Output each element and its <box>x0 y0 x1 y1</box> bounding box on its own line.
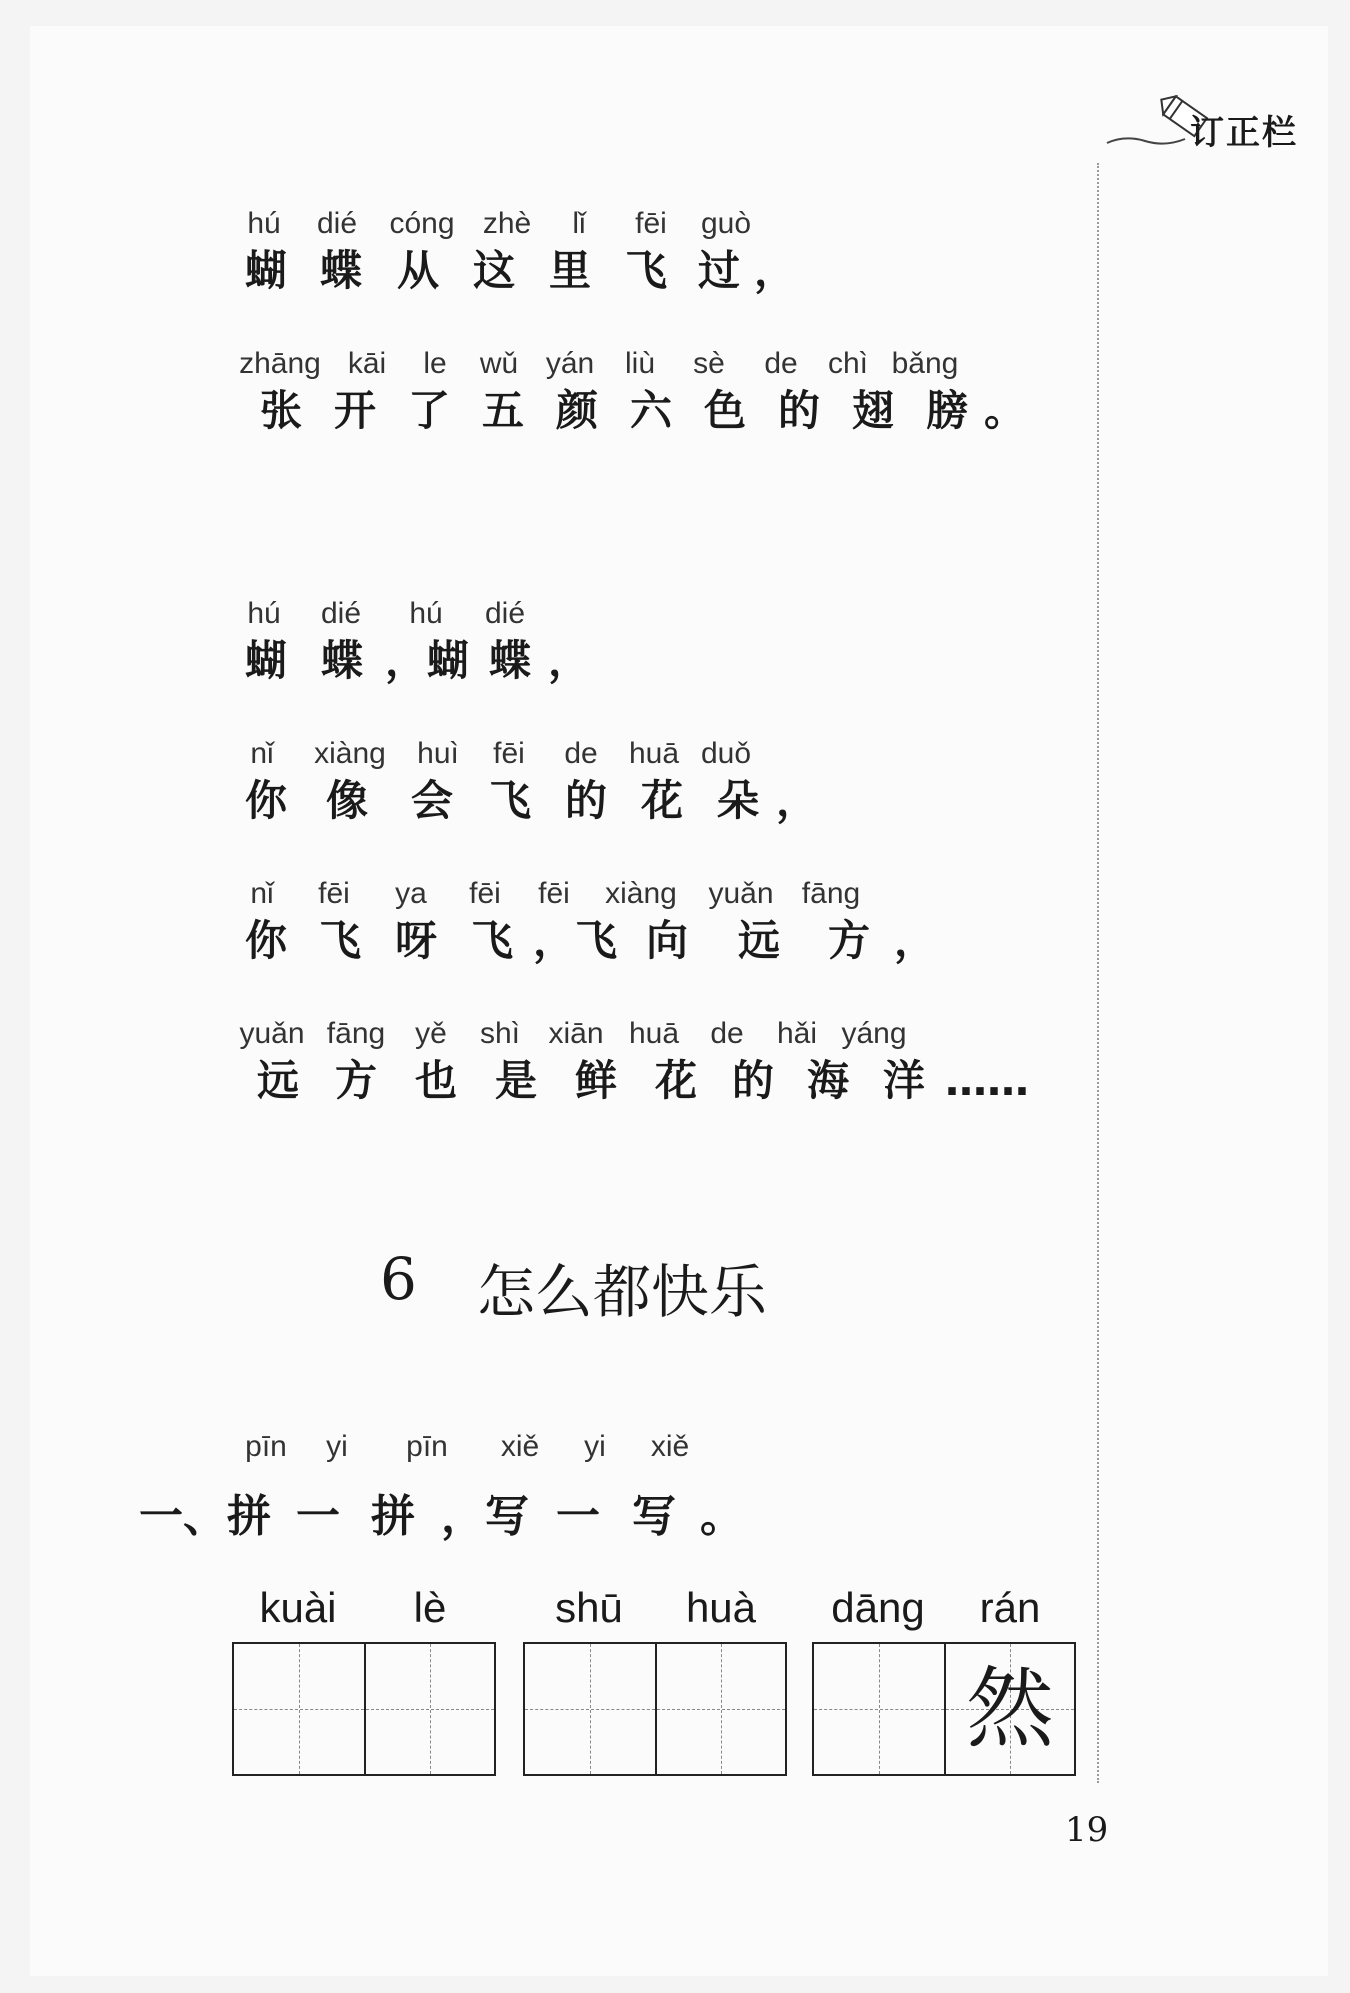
hanzi-char: 蝴 <box>244 246 287 295</box>
hanzi-char: 远 <box>737 916 780 965</box>
hanzi-char: 呀 <box>394 916 437 965</box>
poem-line-5 <box>230 875 937 969</box>
lesson-name: 怎么都快乐 <box>476 1258 767 1326</box>
hanzi-char: 五 <box>481 386 524 435</box>
hanzi-char: 海 <box>806 1056 849 1105</box>
pinyin-syllable: huā <box>628 737 680 770</box>
hanzi-char: 蝴 <box>244 636 287 685</box>
writing-box[interactable] <box>814 1644 944 1774</box>
pinyin-syllable: dié <box>484 597 526 630</box>
hanzi-char: 鲜 <box>574 1056 617 1105</box>
hanzi-char: 颜 <box>555 386 598 435</box>
pinyin-syllable: xiàng <box>605 877 677 910</box>
task-heading-part: 写 <box>632 1491 676 1542</box>
hanzi-char: 张 <box>259 386 302 435</box>
hanzi-char: 膀 <box>925 386 968 435</box>
punctuation: 。 <box>984 386 1027 435</box>
hanzi-char: 从 <box>396 246 439 295</box>
hanzi-char: 蝶 <box>319 246 362 295</box>
task-pinyin <box>230 1430 708 1464</box>
pinyin-syllable: nǐ <box>250 737 274 770</box>
pinyin-syllable: rán <box>979 1584 1041 1631</box>
page-number: 19 <box>1065 1810 1109 1850</box>
hanzi-char: 花 <box>654 1056 697 1105</box>
writing-box[interactable] <box>234 1644 364 1774</box>
task-heading-part: ，写 <box>441 1491 529 1542</box>
pinyin-syllable: xiān <box>548 1017 604 1050</box>
writing-word-1 <box>232 1580 496 1776</box>
hanzi-char: 洋 <box>882 1056 925 1105</box>
pinyin-syllable: yuǎn <box>708 877 774 910</box>
pinyin-syllable: yáng <box>841 1017 907 1050</box>
task-heading-part: 。 <box>700 1491 744 1542</box>
correction-column-header <box>1105 95 1335 165</box>
hanzi-char: 六 <box>629 386 672 435</box>
pinyin-syllable: dié <box>316 207 358 240</box>
hanzi-char: 花 <box>640 776 683 825</box>
pinyin-syllable: fēi <box>469 877 501 910</box>
box-char: 然 <box>965 1657 1054 1760</box>
writing-box[interactable] <box>364 1644 494 1774</box>
pinyin-syllable: fēi <box>635 207 667 240</box>
hanzi-char: 也 <box>414 1056 457 1105</box>
box-char <box>366 1644 494 1774</box>
hanzi-char: 方 <box>827 916 870 965</box>
pinyin-syllable: de <box>710 1017 744 1050</box>
hanzi-char: 飞 <box>318 916 361 965</box>
punctuation: ， <box>894 916 937 965</box>
pinyin-syllable: kuài <box>259 1584 337 1631</box>
hanzi-char: 朵 <box>716 776 759 825</box>
hanzi-char: ，飞 <box>532 916 617 965</box>
pinyin-syllable: shū <box>555 1584 623 1631</box>
pinyin-syllable: zhè <box>482 207 532 240</box>
writing-box[interactable] <box>655 1644 785 1774</box>
pinyin-syllable: yi <box>584 1430 606 1463</box>
pinyin-syllable: sè <box>693 347 725 380</box>
pinyin-syllable: yi <box>326 1430 348 1463</box>
pinyin-syllable: huā <box>628 1017 680 1050</box>
pinyin-syllable: huà <box>685 1584 757 1631</box>
pinyin-syllable: xiàng <box>314 737 386 770</box>
hanzi-char: 飞 <box>488 776 531 825</box>
pinyin-syllable: de <box>764 347 798 380</box>
pinyin-syllable: hú <box>409 597 443 630</box>
hanzi-char: 是 <box>494 1056 537 1105</box>
pinyin-syllable: shì <box>479 1017 521 1050</box>
hanzi-char: 开 <box>333 386 376 435</box>
poem-line-6 <box>230 1015 1032 1109</box>
pinyin-syllable: dié <box>320 597 362 630</box>
hanzi-char: 飞 <box>470 916 513 965</box>
poem-line-1 <box>230 205 797 299</box>
hanzi-char: 你 <box>244 776 287 825</box>
task-heading-part: 一、拼 <box>139 1491 271 1542</box>
poem-line-3 <box>230 595 591 689</box>
box-char <box>525 1644 655 1774</box>
hanzi-char: 飞 <box>624 246 667 295</box>
pinyin-syllable: xiě <box>650 1430 690 1463</box>
hanzi-char: 蝶 <box>488 636 531 685</box>
pinyin-syllable: hú <box>247 207 281 240</box>
lesson-title <box>380 1245 767 1329</box>
pinyin-syllable: pīn <box>245 1430 287 1463</box>
hanzi-char: 这 <box>472 246 515 295</box>
pinyin-syllable: yuǎn <box>239 1017 305 1050</box>
hanzi-char: 远 <box>256 1056 299 1105</box>
hanzi-char: 向 <box>645 916 688 965</box>
pinyin-syllable: guò <box>700 207 752 240</box>
pinyin-syllable: liù <box>624 347 655 380</box>
box-char <box>234 1644 364 1774</box>
hanzi-char: 过 <box>697 246 740 295</box>
poem-line-4 <box>230 735 819 829</box>
pinyin-syllable: zhāng <box>239 347 321 380</box>
pinyin-syllable: chì <box>827 347 869 380</box>
box-char <box>814 1644 944 1774</box>
task-heading-part: 一 <box>556 1491 600 1542</box>
hanzi-char: 会 <box>410 776 453 825</box>
pinyin-syllable: fāng <box>801 877 861 910</box>
pinyin-syllable: fāng <box>326 1017 386 1050</box>
poem-line-2 <box>230 345 1027 439</box>
pinyin-syllable: huì <box>417 737 459 770</box>
hanzi-char: 色 <box>703 386 746 435</box>
pinyin-syllable: fēi <box>493 737 525 770</box>
writing-word-2 <box>523 1580 787 1776</box>
pinyin-syllable: bǎng <box>891 347 959 380</box>
punctuation: ， <box>548 636 591 685</box>
hanzi-char: 的 <box>731 1056 774 1105</box>
ellipsis: …… <box>945 1056 1029 1105</box>
pinyin-syllable: hǎi <box>776 1017 818 1050</box>
hanzi-char: 里 <box>548 246 591 295</box>
pinyin-syllable: fēi <box>538 877 570 910</box>
task-heading <box>130 1480 752 1544</box>
pinyin-syllable: xiě <box>500 1430 540 1463</box>
hanzi-char: 蝶 <box>320 636 363 685</box>
pinyin-syllable: le <box>423 347 447 380</box>
hanzi-char: 翅 <box>851 386 894 435</box>
pinyin-syllable: lǐ <box>572 207 586 240</box>
pinyin-syllable: wǔ <box>479 347 519 380</box>
punctuation: ， <box>776 776 819 825</box>
pinyin-syllable: yě <box>415 1017 447 1050</box>
pinyin-syllable: pīn <box>406 1430 448 1463</box>
pinyin-syllable: fēi <box>318 877 350 910</box>
hanzi-char: ，蝴 <box>384 636 469 685</box>
writing-word-3 <box>812 1580 1076 1776</box>
lesson-number: 6 <box>380 1245 417 1313</box>
box-char <box>657 1644 785 1774</box>
punctuation: ， <box>754 246 797 295</box>
hanzi-char: 了 <box>407 386 450 435</box>
hanzi-char: 像 <box>325 776 368 825</box>
hanzi-char: 的 <box>564 776 607 825</box>
hanzi-char: 你 <box>244 916 287 965</box>
hanzi-char: 的 <box>777 386 820 435</box>
pinyin-syllable: dāng <box>831 1584 925 1631</box>
margin-divider <box>1097 163 1099 1783</box>
pinyin-syllable: hú <box>247 597 281 630</box>
pinyin-syllable: cóng <box>389 207 455 240</box>
writing-box[interactable] <box>944 1644 1074 1774</box>
hanzi-char: 方 <box>334 1056 377 1105</box>
pinyin-syllable: kāi <box>347 347 387 380</box>
writing-box[interactable] <box>525 1644 655 1774</box>
pinyin-syllable: duǒ <box>700 737 752 770</box>
pinyin-syllable: nǐ <box>250 877 274 910</box>
task-heading-part: 一 <box>296 1491 340 1542</box>
correction-column-label: 订正栏 <box>1190 113 1298 153</box>
pinyin-syllable: ya <box>395 877 427 910</box>
task-heading-part: 拼 <box>371 1491 415 1542</box>
pinyin-syllable: lè <box>413 1584 447 1631</box>
pinyin-syllable: de <box>564 737 598 770</box>
pinyin-syllable: yán <box>545 347 595 380</box>
